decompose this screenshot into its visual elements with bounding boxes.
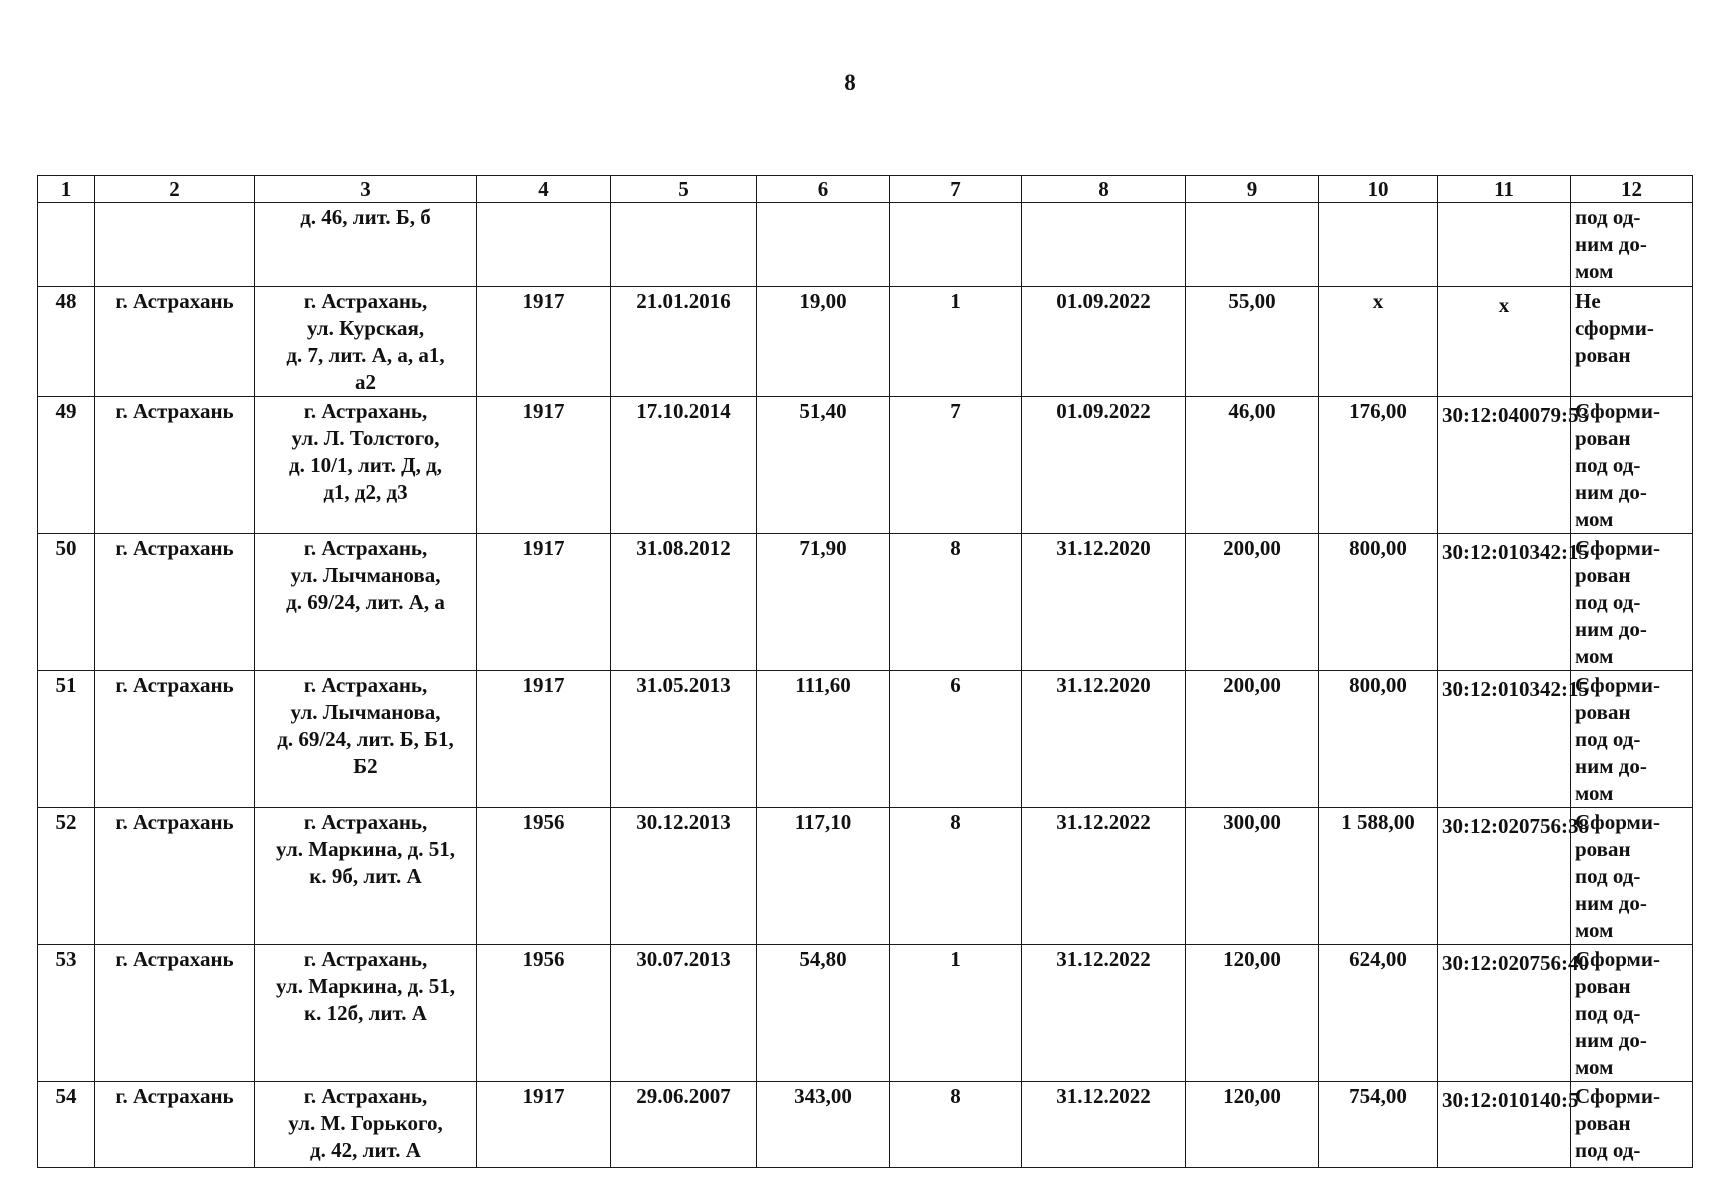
column-header: 7 — [890, 176, 1022, 203]
table-row — [38, 534, 1693, 671]
address-cell: г. Астрахань, ул. Курская, д. 7, лит. А, а, а1, а2 — [255, 287, 477, 397]
row-number-cell — [38, 203, 95, 287]
row-number-cell: 54 — [38, 1082, 95, 1168]
cost-cell: 200,00 — [1186, 534, 1319, 671]
count-cell: 1 — [890, 945, 1022, 1082]
row-number-cell: 51 — [38, 671, 95, 808]
address-cell: г. Астрахань, ул. Лычманова, д. 69/24, лит. Б, Б1, Б2 — [255, 671, 477, 808]
count-cell: 8 — [890, 808, 1022, 945]
date-cell — [611, 203, 757, 287]
cost-cell: 120,00 — [1186, 1082, 1319, 1168]
table-body — [38, 176, 1693, 1168]
column-header: 6 — [757, 176, 890, 203]
column-header: 5 — [611, 176, 757, 203]
deadline-date-cell — [1022, 203, 1186, 287]
date-cell: 21.01.2016 — [611, 287, 757, 397]
area-cell: 117,10 — [757, 808, 890, 945]
date-cell: 17.10.2014 — [611, 397, 757, 534]
date-cell: 30.07.2013 — [611, 945, 757, 1082]
year-cell: 1917 — [477, 287, 611, 397]
count-cell: 8 — [890, 534, 1022, 671]
table-row — [38, 203, 1693, 287]
column-header: 8 — [1022, 176, 1186, 203]
page-number: 8 — [844, 70, 856, 95]
cost-cell: 55,00 — [1186, 287, 1319, 397]
area-cell: 343,00 — [757, 1082, 890, 1168]
locality-cell — [95, 203, 255, 287]
count-cell — [890, 203, 1022, 287]
deadline-date-cell: 31.12.2022 — [1022, 1082, 1186, 1168]
deadline-date-cell: 01.09.2022 — [1022, 397, 1186, 534]
row-number-cell: 50 — [38, 534, 95, 671]
land-status-cell: Сформи- рован под од- ним до- мом — [1571, 808, 1693, 945]
row-number-cell: 48 — [38, 287, 95, 397]
count-cell: 1 — [890, 287, 1022, 397]
table-row — [38, 397, 1693, 534]
column-header: 1 — [38, 176, 95, 203]
year-cell: 1917 — [477, 671, 611, 808]
locality-cell: г. Астрахань — [95, 671, 255, 808]
area-cell: 71,90 — [757, 534, 890, 671]
table-row — [38, 945, 1693, 1082]
address-cell: г. Астрахань, ул. Маркина, д. 51, к. 12б, лит. А — [255, 945, 477, 1082]
land-status-cell: Не сформи- рован — [1571, 287, 1693, 397]
land-status-cell: Сформи- рован под од- ним до- мом — [1571, 671, 1693, 808]
area-cell: 54,80 — [757, 945, 890, 1082]
land-status-cell: под од- ним до- мом — [1571, 203, 1693, 287]
deadline-date-cell: 31.12.2022 — [1022, 808, 1186, 945]
register-table — [37, 175, 1693, 1168]
table-row — [38, 808, 1693, 945]
year-cell — [477, 203, 611, 287]
land-status-cell: Сформи- рован под од- ним до- мом — [1571, 397, 1693, 534]
table-row — [38, 1082, 1693, 1168]
table-row — [38, 287, 1693, 397]
address-cell: д. 46, лит. Б, б — [255, 203, 477, 287]
locality-cell: г. Астрахань — [95, 287, 255, 397]
area-cell — [757, 203, 890, 287]
deadline-date-cell: 31.12.2020 — [1022, 534, 1186, 671]
address-cell: г. Астрахань, ул. Маркина, д. 51, к. 9б, лит. А — [255, 808, 477, 945]
deadline-date-cell: 31.12.2020 — [1022, 671, 1186, 808]
year-cell: 1956 — [477, 945, 611, 1082]
column-header: 3 — [255, 176, 477, 203]
date-cell: 31.05.2013 — [611, 671, 757, 808]
count-cell: 7 — [890, 397, 1022, 534]
row-number-cell: 52 — [38, 808, 95, 945]
cadastral-number-cell: 30:12:010342:15 — [1438, 671, 1571, 808]
column-header: 2 — [95, 176, 255, 203]
locality-cell: г. Астрахань — [95, 808, 255, 945]
land-status-cell: Сформи- рован под од- — [1571, 1082, 1693, 1168]
year-cell: 1917 — [477, 534, 611, 671]
land-area-cell: 176,00 — [1319, 397, 1438, 534]
cost-cell: 200,00 — [1186, 671, 1319, 808]
column-header: 11 — [1438, 176, 1571, 203]
locality-cell: г. Астрахань — [95, 1082, 255, 1168]
cadastral-number-cell — [1438, 203, 1571, 287]
deadline-date-cell: 31.12.2022 — [1022, 945, 1186, 1082]
count-cell: 6 — [890, 671, 1022, 808]
locality-cell: г. Астрахань — [95, 945, 255, 1082]
land-area-cell: 800,00 — [1319, 534, 1438, 671]
header-row — [38, 176, 1693, 203]
land-status-cell: Сформи- рован под од- ним до- мом — [1571, 945, 1693, 1082]
count-cell: 8 — [890, 1082, 1022, 1168]
land-area-cell: 1 588,00 — [1319, 808, 1438, 945]
address-cell: г. Астрахань, ул. М. Горького, д. 42, лит. А — [255, 1082, 477, 1168]
cost-cell: 46,00 — [1186, 397, 1319, 534]
row-number-cell: 49 — [38, 397, 95, 534]
area-cell: 51,40 — [757, 397, 890, 534]
locality-cell: г. Астрахань — [95, 397, 255, 534]
cost-cell: 120,00 — [1186, 945, 1319, 1082]
land-status-cell: Сформи- рован под од- ним до- мом — [1571, 534, 1693, 671]
land-area-cell: 754,00 — [1319, 1082, 1438, 1168]
column-header: 9 — [1186, 176, 1319, 203]
column-header: 12 — [1571, 176, 1693, 203]
address-cell: г. Астрахань, ул. Л. Толстого, д. 10/1, лит. Д, д, д1, д2, д3 — [255, 397, 477, 534]
date-cell: 31.08.2012 — [611, 534, 757, 671]
land-area-cell — [1319, 203, 1438, 287]
year-cell: 1917 — [477, 1082, 611, 1168]
year-cell: 1917 — [477, 397, 611, 534]
land-area-cell: 624,00 — [1319, 945, 1438, 1082]
cadastral-number-cell: 30:12:040079:53 — [1438, 397, 1571, 534]
cost-cell — [1186, 203, 1319, 287]
cadastral-number-cell: 30:12:010140:5 — [1438, 1082, 1571, 1168]
column-header: 10 — [1319, 176, 1438, 203]
land-area-cell: х — [1319, 287, 1438, 397]
column-header: 4 — [477, 176, 611, 203]
area-cell: 111,60 — [757, 671, 890, 808]
address-cell: г. Астрахань, ул. Лычманова, д. 69/24, лит. А, а — [255, 534, 477, 671]
cadastral-number-cell: 30:12:020756:40 — [1438, 945, 1571, 1082]
cadastral-number-cell: х — [1438, 287, 1571, 397]
deadline-date-cell: 01.09.2022 — [1022, 287, 1186, 397]
cadastral-number-cell: 30:12:020756:38 — [1438, 808, 1571, 945]
row-number-cell: 53 — [38, 945, 95, 1082]
year-cell: 1956 — [477, 808, 611, 945]
cadastral-number-cell: 30:12:010342:15 — [1438, 534, 1571, 671]
land-area-cell: 800,00 — [1319, 671, 1438, 808]
date-cell: 29.06.2007 — [611, 1082, 757, 1168]
area-cell: 19,00 — [757, 287, 890, 397]
table-row — [38, 671, 1693, 808]
locality-cell: г. Астрахань — [95, 534, 255, 671]
date-cell: 30.12.2013 — [611, 808, 757, 945]
cost-cell: 300,00 — [1186, 808, 1319, 945]
